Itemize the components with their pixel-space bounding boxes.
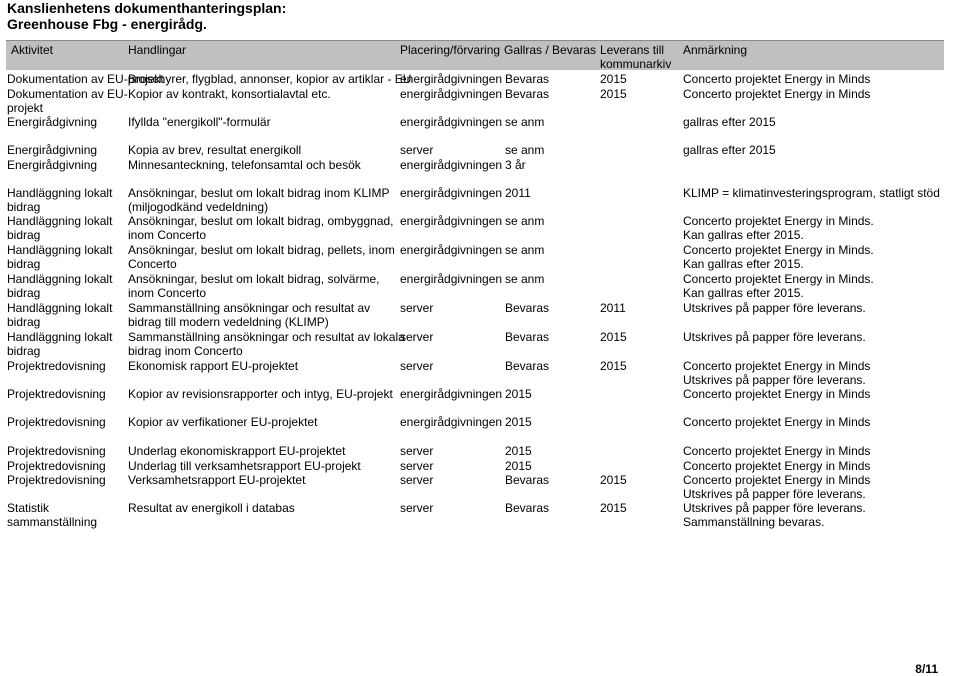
- cell-gallras: 2011: [505, 186, 531, 200]
- cell-placering: energirådgivningen: [400, 415, 503, 429]
- cell-aktivitet: Statistik: [7, 501, 50, 515]
- header-aktivitet: Aktivitet: [11, 43, 54, 57]
- cell-anmarkning: Concerto projektet Energy in Minds.: [683, 243, 874, 257]
- cell-anmarkning: gallras efter 2015: [683, 115, 776, 129]
- cell-anmarkning: Concerto projektet Energy in Minds: [683, 444, 871, 458]
- cell-placering: server: [400, 459, 434, 473]
- cell-aktivitet: Energirådgivning: [7, 115, 98, 129]
- cell-anmarkning: KLIMP = klimatinvesteringsprogram, statligt stöd: [683, 186, 940, 200]
- page-number: 8/11: [915, 662, 938, 676]
- cell-anmarkning: Concerto projektet Energy in Minds: [683, 87, 871, 101]
- cell-handlingar: Kopior av kontrakt, konsortialavtal etc.: [128, 87, 331, 101]
- cell-aktivitet: Energirådgivning: [7, 143, 98, 157]
- cell-gallras: se anm: [505, 243, 545, 257]
- cell-handlingar: Broschyrer, flygblad, annonser, kopior av artiklar - EU: [128, 72, 412, 86]
- cell-placering: server: [400, 501, 434, 515]
- cell-placering: server: [400, 143, 434, 157]
- cell-anmarkning: Concerto projektet Energy in Minds: [683, 459, 871, 473]
- cell-aktivitet: Projektredovisning: [7, 444, 106, 458]
- cell-placering: energirådgivningen: [400, 186, 503, 200]
- cell-placering: energirådgivningen: [400, 72, 503, 86]
- cell-anmarkning: Utskrives på papper före leverans.: [683, 301, 866, 315]
- header-placering: Placering/förvaring: [400, 43, 501, 57]
- cell-aktivitet: bidrag: [7, 344, 41, 358]
- cell-gallras: Bevaras: [505, 87, 550, 101]
- cell-gallras: Bevaras: [505, 473, 550, 487]
- cell-gallras: se anm: [505, 214, 545, 228]
- cell-placering: energirådgivningen: [400, 272, 503, 286]
- cell-handlingar: bidrag till modern vedeldning (KLIMP): [128, 315, 329, 329]
- cell-handlingar: Ansökningar, beslut om lokalt bidrag inom KLIMP: [128, 186, 390, 200]
- cell-leverans: 2015: [600, 72, 627, 86]
- cell-anmarkning: Sammanställning bevaras.: [683, 515, 825, 529]
- cell-leverans: 2015: [600, 359, 627, 373]
- cell-placering: energirådgivningen: [400, 387, 503, 401]
- cell-anmarkning: Concerto projektet Energy in Minds.: [683, 272, 874, 286]
- cell-placering: energirådgivningen: [400, 243, 503, 257]
- cell-aktivitet: bidrag: [7, 200, 41, 214]
- header-anmarkning: Anmärkning: [683, 43, 748, 57]
- cell-handlingar: Kopia av brev, resultat energikoll: [128, 143, 302, 157]
- cell-anmarkning: gallras efter 2015: [683, 143, 776, 157]
- cell-handlingar: Ansökningar, beslut om lokalt bidrag, pellets, inom: [128, 243, 395, 257]
- cell-gallras: 2015: [505, 459, 532, 473]
- cell-aktivitet: Handläggning lokalt: [7, 330, 113, 344]
- cell-handlingar: bidrag inom Concerto: [128, 344, 243, 358]
- cell-aktivitet: Projektredovisning: [7, 459, 106, 473]
- table-header: [6, 40, 944, 70]
- cell-anmarkning: Utskrives på papper före leverans.: [683, 487, 866, 501]
- cell-aktivitet: Dokumentation av EU-projekt: [7, 72, 164, 86]
- cell-anmarkning: Concerto projektet Energy in Minds: [683, 72, 871, 86]
- header-leverans: Leverans till: [600, 43, 665, 57]
- cell-aktivitet: Handläggning lokalt: [7, 243, 113, 257]
- cell-aktivitet: Projektredovisning: [7, 387, 106, 401]
- cell-leverans: 2015: [600, 501, 627, 515]
- cell-handlingar: Ansökningar, beslut om lokalt bidrag, ombyggnad,: [128, 214, 394, 228]
- cell-gallras: Bevaras: [505, 501, 550, 515]
- cell-handlingar: Verksamhetsrapport EU-projektet: [128, 473, 306, 487]
- cell-anmarkning: Concerto projektet Energy in Minds.: [683, 214, 874, 228]
- cell-handlingar: Ekonomisk rapport EU-projektet: [128, 359, 299, 373]
- cell-handlingar: inom Concerto: [128, 228, 207, 242]
- cell-aktivitet: Handläggning lokalt: [7, 186, 113, 200]
- cell-handlingar: Minnesanteckning, telefonsamtal och besök: [128, 158, 361, 172]
- cell-placering: server: [400, 330, 434, 344]
- cell-leverans: 2015: [600, 473, 627, 487]
- header-gallras: Gallras / Bevaras: [504, 43, 597, 57]
- cell-leverans: 2015: [600, 87, 627, 101]
- cell-aktivitet: sammanställning: [7, 515, 98, 529]
- cell-gallras: 2015: [505, 387, 532, 401]
- cell-placering: energirådgivningen: [400, 158, 503, 172]
- cell-gallras: se anm: [505, 115, 545, 129]
- cell-aktivitet: projekt: [7, 101, 44, 115]
- header-leverans-line2: kommunarkiv: [600, 57, 672, 71]
- document-title: Kanslienhetens dokumenthanteringsplan:: [7, 0, 287, 16]
- cell-gallras: Bevaras: [505, 301, 550, 315]
- cell-aktivitet: Projektredovisning: [7, 415, 106, 429]
- cell-aktivitet: Dokumentation av EU-: [7, 87, 128, 101]
- cell-placering: server: [400, 359, 434, 373]
- cell-gallras: Bevaras: [505, 72, 550, 86]
- cell-anmarkning: Utskrives på papper före leverans.: [683, 373, 866, 387]
- cell-gallras: Bevaras: [505, 359, 550, 373]
- cell-aktivitet: Handläggning lokalt: [7, 301, 113, 315]
- cell-anmarkning: Concerto projektet Energy in Minds: [683, 387, 871, 401]
- cell-anmarkning: Kan gallras efter 2015.: [683, 286, 804, 300]
- cell-placering: energirådgivningen: [400, 87, 503, 101]
- cell-aktivitet: bidrag: [7, 286, 41, 300]
- cell-anmarkning: Utskrives på papper före leverans.: [683, 330, 866, 344]
- cell-anmarkning: Kan gallras efter 2015.: [683, 228, 804, 242]
- cell-handlingar: Ifyllda "energikoll"-formulär: [128, 115, 271, 129]
- cell-handlingar: Sammanställning ansökningar och resultat av lokala: [128, 330, 405, 344]
- cell-handlingar: Kopior av verfikationer EU-projektet: [128, 415, 318, 429]
- cell-aktivitet: bidrag: [7, 257, 41, 271]
- cell-handlingar: Underlag till verksamhetsrapport EU-projekt: [128, 459, 361, 473]
- cell-aktivitet: Energirådgivning: [7, 158, 98, 172]
- cell-leverans: 2015: [600, 330, 627, 344]
- cell-handlingar: inom Concerto: [128, 286, 207, 300]
- cell-anmarkning: Concerto projektet Energy in Minds: [683, 473, 871, 487]
- cell-aktivitet: bidrag: [7, 228, 41, 242]
- cell-gallras: Bevaras: [505, 330, 550, 344]
- cell-aktivitet: Projektredovisning: [7, 473, 106, 487]
- cell-leverans: 2011: [600, 301, 626, 315]
- cell-anmarkning: Kan gallras efter 2015.: [683, 257, 804, 271]
- cell-handlingar: (miljogodkänd vedeldning): [128, 200, 269, 214]
- cell-aktivitet: Handläggning lokalt: [7, 214, 113, 228]
- cell-gallras: se anm: [505, 143, 545, 157]
- cell-placering: server: [400, 473, 434, 487]
- cell-placering: server: [400, 444, 434, 458]
- document-subtitle: Greenhouse Fbg - energirådg.: [7, 16, 207, 32]
- cell-handlingar: Concerto: [128, 257, 177, 271]
- cell-placering: server: [400, 301, 434, 315]
- header-handlingar: Handlingar: [128, 43, 187, 57]
- cell-placering: energirådgivningen: [400, 214, 503, 228]
- cell-handlingar: Ansökningar, beslut om lokalt bidrag, solvärme,: [128, 272, 380, 286]
- cell-gallras: se anm: [505, 272, 545, 286]
- cell-handlingar: Resultat av energikoll i databas: [128, 501, 295, 515]
- cell-gallras: 2015: [505, 444, 532, 458]
- cell-aktivitet: Projektredovisning: [7, 359, 106, 373]
- cell-anmarkning: Concerto projektet Energy in Minds: [683, 359, 871, 373]
- cell-handlingar: Kopior av revisionsrapporter och intyg, EU-projekt: [128, 387, 393, 401]
- cell-handlingar: Underlag ekonomiskrapport EU-projektet: [128, 444, 346, 458]
- cell-gallras: 3 år: [505, 158, 526, 172]
- cell-placering: energirådgivningen: [400, 115, 503, 129]
- cell-aktivitet: bidrag: [7, 315, 41, 329]
- cell-aktivitet: Handläggning lokalt: [7, 272, 113, 286]
- cell-anmarkning: Utskrives på papper före leverans.: [683, 501, 866, 515]
- cell-handlingar: Sammanställning ansökningar och resultat av: [128, 301, 371, 315]
- cell-gallras: 2015: [505, 415, 532, 429]
- cell-anmarkning: Concerto projektet Energy in Minds: [683, 415, 871, 429]
